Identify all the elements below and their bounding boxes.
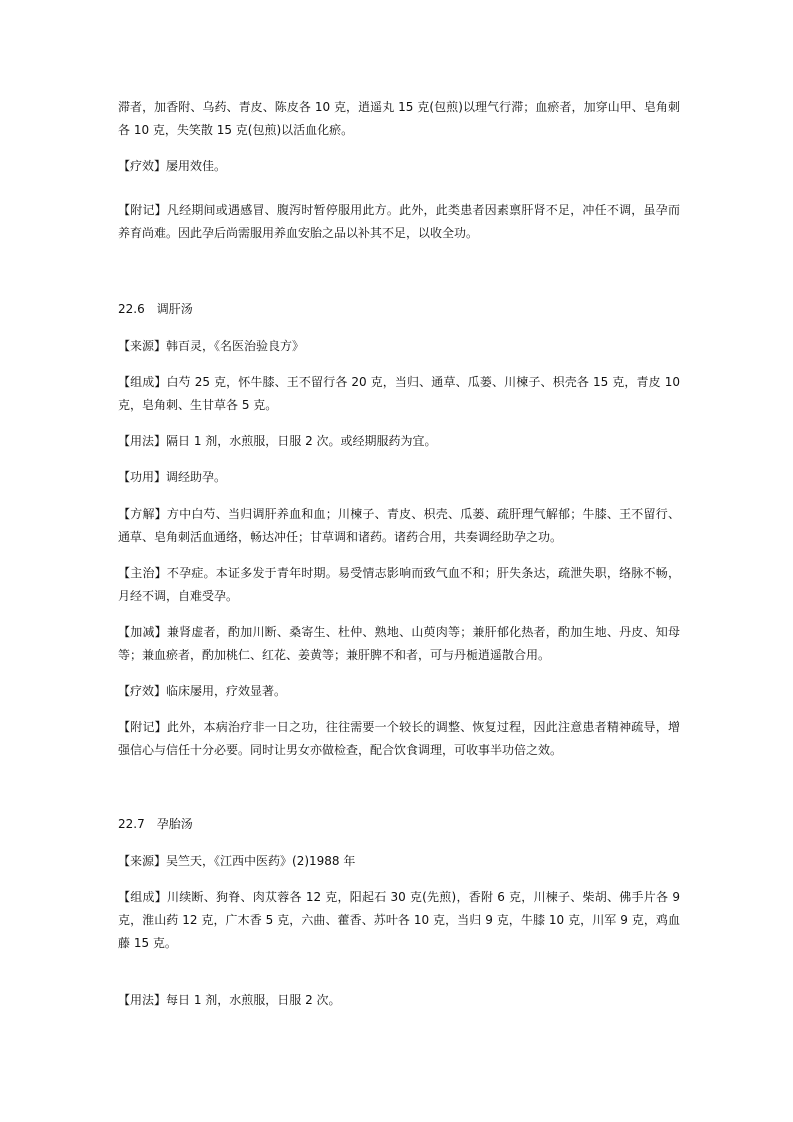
paragraph-text: 凡经期间或遇感冒、腹泻时暂停服用此方。此外，此类患者因素禀肝肾不足，冲任不调，虽孕而养育尚难。因此孕后尚需服用养血安胎之品以补其不足，以收全功。 (118, 203, 680, 240)
paragraph-text: 方中白芍、当归调肝养血和血；川楝子、青皮、枳壳、瓜蒌、疏肝理气解郁；牛膝、王不留行、通草、皂角刺活血通络，畅达冲任；甘草调和诸药。诸药合用，共奏调经助孕之功。 (118, 507, 680, 544)
paragraph-text: 韩百灵，《名医治验良方》 (166, 339, 305, 353)
paragraph-modification (118, 621, 680, 667)
paragraph-label: 【功用】 (118, 470, 167, 484)
paragraph-indication (118, 562, 680, 608)
paragraph-text: 临床屡用，疗效显著。 (166, 684, 287, 698)
paragraph-label: 【疗效】 (118, 159, 167, 173)
paragraph-efficacy (118, 680, 680, 703)
paragraph-text: 白芍 25 克，怀牛膝、王不留行各 20 克，当归、通草、瓜蒌、川楝子、枳壳各 15 克，青皮 10 克，皂角刺、生甘草各 5 克。 (118, 375, 680, 412)
paragraph-text: 调经助孕。 (166, 470, 227, 484)
paragraph-note (118, 199, 680, 245)
paragraph-text: 吴竺天，《江西中医药》(2)1988 年 (166, 854, 356, 868)
paragraph-source (118, 335, 680, 358)
paragraph-composition (118, 886, 680, 955)
paragraph-text: 兼肾虚者，酌加川断、桑寄生、杜仲、熟地、山萸肉等；兼肝郁化热者，酌加生地、丹皮、知母等；兼血瘀者，酌加桃仁、红花、姜黄等；兼肝脾不和者，可与丹栀逍遥散合用。 (118, 625, 680, 662)
paragraph-continued (118, 96, 680, 142)
paragraph-label: 【附记】 (118, 720, 167, 734)
paragraph-label: 【方解】 (118, 507, 167, 521)
section-number: 22.6 (118, 302, 145, 316)
paragraph-label: 【附记】 (118, 203, 167, 217)
paragraph-text: 隔日 1 剂，水煎服，日服 2 次。或经期服药为宜。 (166, 434, 437, 448)
paragraph-text: 不孕症。本证多发于青年时期。易受情志影响而致气血不和；肝失条达，疏泄失职，络脉不畅，月经不调，自难受孕。 (118, 566, 680, 603)
paragraph-label: 【来源】 (118, 339, 167, 353)
section-number: 22.7 (118, 817, 145, 831)
paragraph-text: 此外，本病治疗非一日之功，往往需要一个较长的调整、恢复过程，因此注意患者精神疏导，增强信心与信任十分必要。同时让男女亦做检查，配合饮食调理，可收事半功倍之效。 (118, 720, 680, 757)
paragraph-note (118, 716, 680, 762)
paragraph-text: 每日 1 剂，水煎服，日服 2 次。 (166, 993, 341, 1007)
section-heading-22-7 (118, 813, 193, 836)
paragraph-efficacy (118, 155, 680, 178)
paragraph-text: 滞者，加香附、乌药、青皮、陈皮各 10 克，逍遥丸 15 克(包煎)以理气行滞；血瘀者，加穿山甲、皂角刺各 10 克，失笑散 15 克(包煎)以活血化瘀。 (118, 100, 680, 137)
paragraph-function (118, 466, 680, 489)
paragraph-label: 【来源】 (118, 854, 167, 868)
paragraph-label: 【用法】 (118, 993, 167, 1007)
paragraph-label: 【用法】 (118, 434, 167, 448)
paragraph-usage (118, 989, 680, 1012)
section-title: 调肝汤 (156, 302, 193, 316)
paragraph-text: 川续断、狗脊、肉苁蓉各 12 克，阳起石 30 克(先煎)，香附 6 克，川楝子、柴胡、佛手片各 9 克，淮山药 12 克，广木香 5 克，六曲、藿香、苏叶各 10 克，当归 9 克，牛膝 10 克，川军 9 克，鸡血藤 15 克。 (118, 890, 680, 950)
paragraph-explanation (118, 503, 680, 549)
paragraph-label: 【疗效】 (118, 684, 167, 698)
paragraph-composition (118, 371, 680, 417)
paragraph-usage (118, 430, 680, 453)
section-title: 孕胎汤 (156, 817, 193, 831)
paragraph-source (118, 850, 680, 873)
paragraph-label: 【组成】 (118, 890, 168, 904)
paragraph-label: 【加减】 (118, 625, 167, 639)
paragraph-text: 屡用效佳。 (166, 159, 227, 173)
section-heading-22-6 (118, 298, 193, 321)
paragraph-label: 【组成】 (118, 375, 167, 389)
paragraph-label: 【主治】 (118, 566, 167, 580)
